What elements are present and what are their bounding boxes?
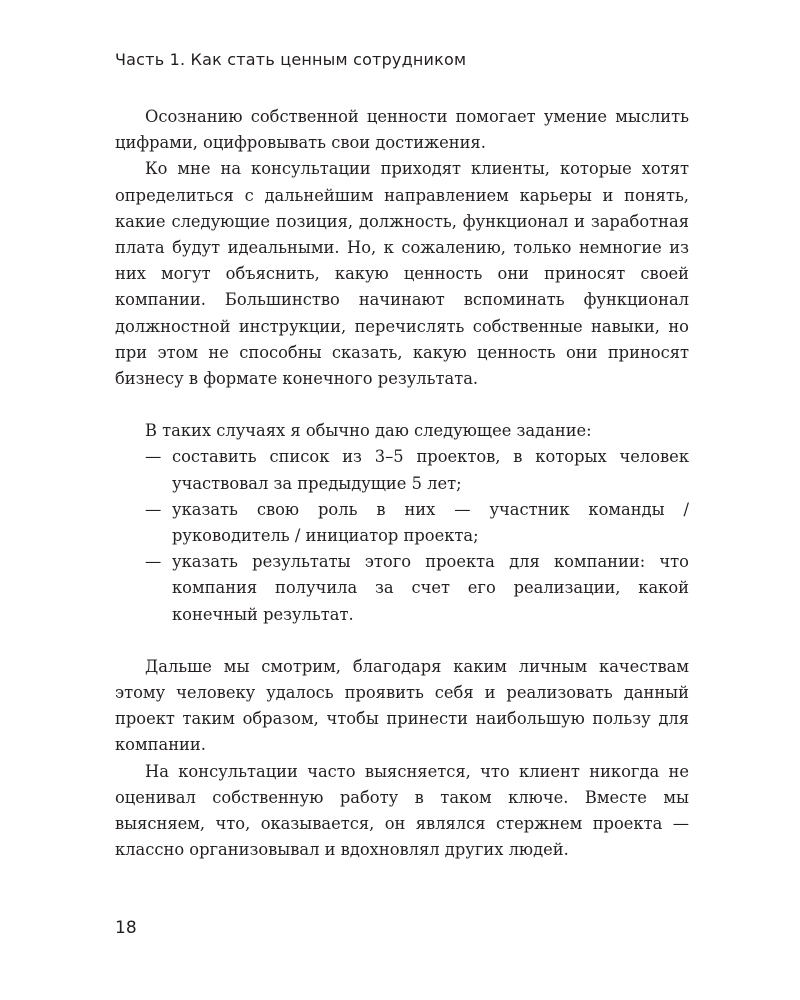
task-list bbox=[115, 444, 689, 627]
list-dash-marker: — bbox=[145, 447, 162, 467]
list-item bbox=[115, 444, 689, 496]
list-dash-marker: — bbox=[145, 552, 162, 572]
list-item bbox=[115, 497, 689, 549]
paragraph: Ко мне на консультации приходят клиенты, которые хотят определиться с дальнейшим направлением карьеры и понять, какие следующие позиция, должность, функционал и заработная плата будут идеальными. Но, к сожалению, только немногие из них могут объяснить, какую ценность они приносят своей компании. Большинство начинают вспоминать функционал должностной инструкции, перечислять собственные навыки, но при этом не способны сказать, какую ценность они приносят бизнесу в формате конечного результата. bbox=[115, 159, 689, 389]
list-item bbox=[115, 549, 689, 628]
paragraph: Дальше мы смотрим, благодаря каким личным качествам этому человеку удалось проявить себя и реализовать данный проект таким образом, чтобы принести наибольшую пользу для компании. bbox=[115, 656, 689, 755]
list-item-text: указать свою роль в них — участник команды / руководитель / инициатор проекта; bbox=[172, 499, 689, 546]
paragraph-spacer bbox=[115, 392, 689, 418]
page-body bbox=[115, 104, 689, 863]
list-item-text: составить список из 3–5 проектов, в которых человек участвовал за предыдущие 5 лет; bbox=[172, 447, 689, 493]
list-item-text: указать результаты этого проекта для компании: что компания получила за счет его реализации, какой конечный результат. bbox=[172, 552, 689, 624]
paragraph-spacer bbox=[115, 628, 689, 654]
paragraph: Осознанию собственной ценности помогает умение мыслить цифрами, оцифровывать свои достижения. bbox=[115, 107, 689, 153]
page-number: 18 bbox=[115, 918, 137, 938]
list-dash-marker: — bbox=[145, 499, 162, 519]
paragraph: На консультации часто выясняется, что клиент никогда не оценивал собственную работу в таком ключе. Вместе мы выясняем, что, оказывается, он являлся стержнем проекта — классно организовывал и вдохновлял других людей. bbox=[115, 761, 689, 860]
paragraph: В таких случаях я обычно даю следующее задание: bbox=[145, 421, 592, 441]
running-head-title: Часть 1. Как стать ценным сотрудником bbox=[115, 50, 467, 69]
